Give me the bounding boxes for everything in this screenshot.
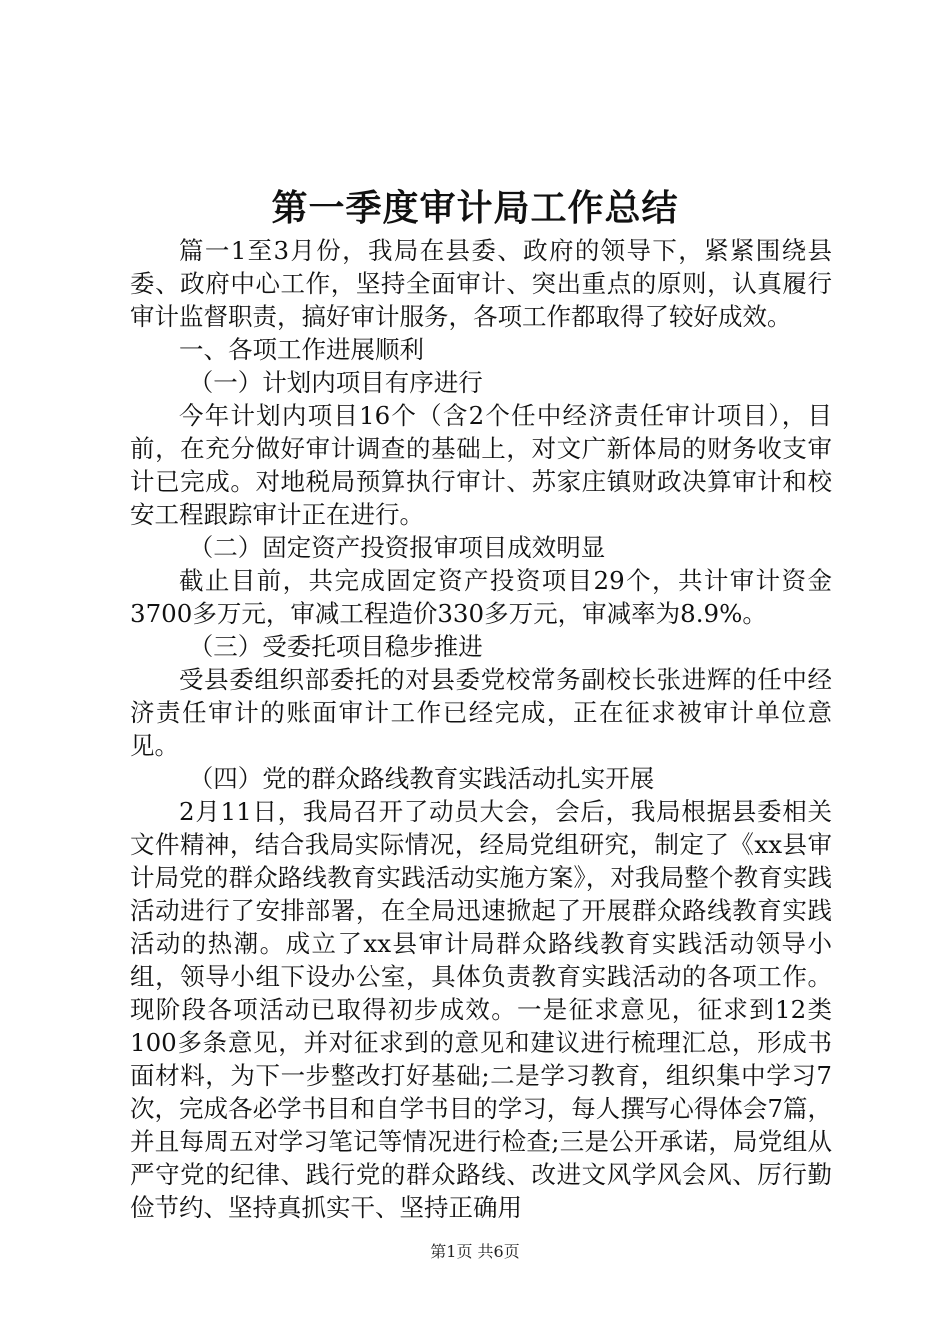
body-paragraph-3: 受县委组织部委托的对县委党校常务副校长张进辉的任中经济责任审计的账面审计工作已经完成，正在征求被审计单位意见。	[130, 665, 832, 760]
subsection-heading-3: （三）受委托项目稳步推进	[188, 632, 483, 661]
body-paragraph-4: 2月11日，我局召开了动员大会，会后，我局根据县委相关文件精神，结合我局实际情况，经局党组研究，制定了《xx县审计局党的群众路线教育实践活动实施方案》，对我局整个教育实践活动进行了安排部署，在全局迅速掀起了开展群众路线教育实践活动的热潮。成立了xx县审计局群众路线教育实践活动领导小组，领导小组下设办公室，具体负责教育实践活动的各项工作。现阶段各项活动已取得初步成效。一是征求意见，征求到12类100多条意见，并对征求到的意见和建议进行梳理汇总，形成书面材料，为下一步整改打好基础;二是学习教育，组织集中学习7次，完成各必学书目和自学书目的学习，每人撰写心得体会7篇，并且每周五对学习笔记等情况进行检查;三是公开承诺，局党组从严守党的纪律、践行党的群众路线、改进文风学风会风、厉行勤俭节约、坚持真抓实干、坚持正确用	[130, 797, 832, 1222]
document-title: 第一季度审计局工作总结	[271, 188, 679, 229]
subsection-heading-2: （二）固定资产投资报审项目成效明显	[188, 533, 606, 562]
document-body	[130, 234, 832, 1224]
body-paragraph-1: 今年计划内项目16个（含2个任中经济责任审计项目），目前，在充分做好审计调查的基础上，对文广新体局的财务收支审计已完成。对地税局预算执行审计、苏家庄镇财政决算审计和校安工程跟踪审计正在进行。	[130, 401, 832, 529]
intro-paragraph: 篇一1至3月份，我局在县委、政府的领导下，紧紧围绕县委、政府中心工作，坚持全面审计、突出重点的原则，认真履行审计监督职责，搞好审计服务，各项工作都取得了较好成效。	[130, 236, 832, 331]
page-footer: 第1页 共6页	[430, 1242, 520, 1261]
subsection-heading-1: （一）计划内项目有序进行	[188, 368, 483, 397]
section-heading-1: 一、各项工作进展顺利	[179, 335, 424, 364]
body-paragraph-2: 截止目前，共完成固定资产投资项目29个，共计审计资金3700多万元，审减工程造价330多万元，审减率为8.9%。	[130, 566, 832, 628]
subsection-heading-4: （四）党的群众路线教育实践活动扎实开展	[188, 764, 655, 793]
